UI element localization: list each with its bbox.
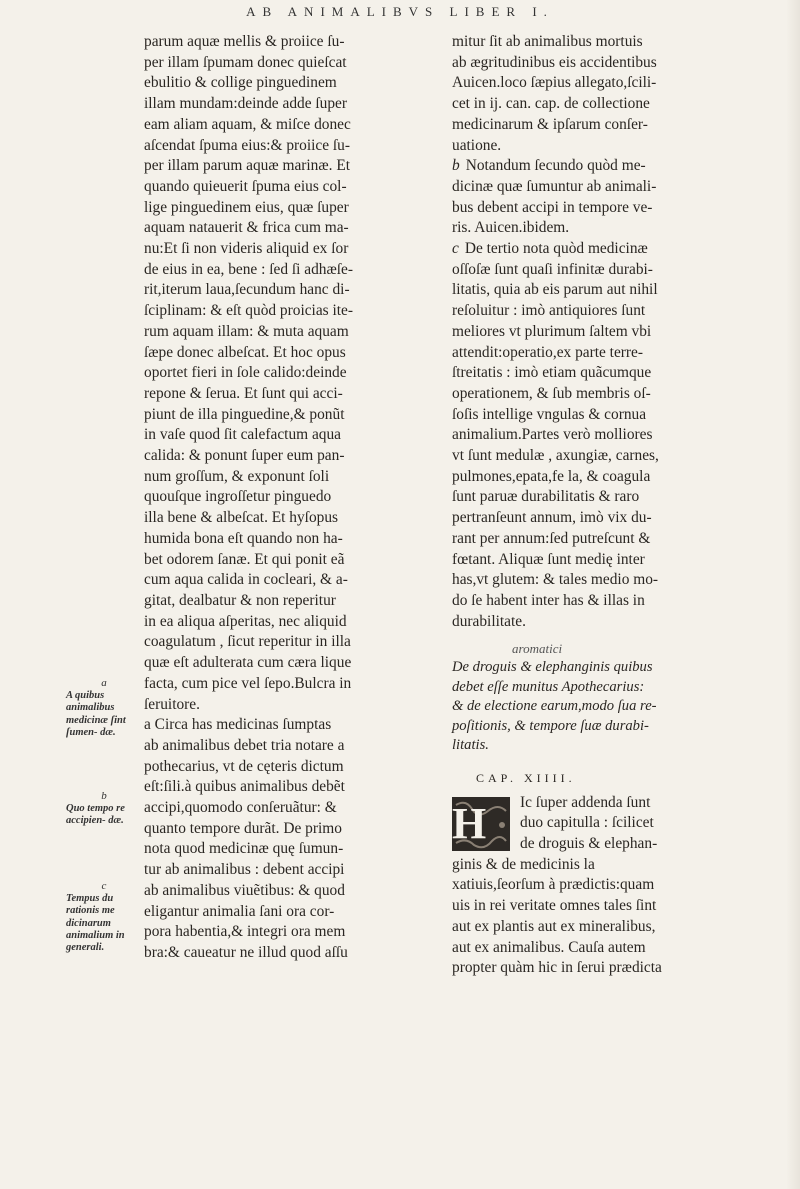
text-line: in vaſe quod ſit calefactum aqua <box>144 426 342 444</box>
text-line: reſoluitur : imò antiquiores ſunt <box>452 302 646 320</box>
text-line: medicinarum & ipſarum conſer- <box>452 115 648 133</box>
text-line: uis in rei veritate omnes tales ſint <box>452 897 657 915</box>
heading-line: De droguis & elephanginis quibus <box>452 659 653 676</box>
text-line: litatis, quia ab eis parum aut nihil <box>452 281 658 299</box>
note-letter: b <box>452 157 460 175</box>
text-line: operationem, & ſub membris oſ- <box>452 384 651 402</box>
text-line: oportet fieri in ſole calido:deinde <box>144 364 347 382</box>
marginal-note-letter: a <box>101 677 107 689</box>
text-line: uatione. <box>452 136 502 154</box>
heading-line: litatis. <box>452 737 489 754</box>
text-line: ſunt paruæ durabilitatis & raro <box>452 488 640 506</box>
note-line: Notandum ſecundo quòd me- <box>465 157 646 175</box>
marginal-note-text: Quo tempo re accipien- dæ. <box>66 803 125 827</box>
text-line: rit,iterum laua,ſecundum hanc di- <box>144 281 350 299</box>
text-line: ſæpe donec albeſcat. Et hoc opus <box>144 343 346 361</box>
text-line: aut ex animalibus. Cauſa autem <box>452 938 646 956</box>
text-line: ris. Auicen.ibidem. <box>452 219 570 237</box>
text-line: ab animalibus viuẽtibus: & quod <box>144 881 345 899</box>
text-line: rant per annum:ſed putreſcunt & <box>452 529 651 547</box>
note-letter: c <box>452 240 459 258</box>
handwritten-annotation: aromatici <box>512 641 563 657</box>
text-line: gitat, dealbatur & non reperitur <box>144 591 336 609</box>
text-line: aquam natauerit & frica cum ma- <box>144 219 349 237</box>
text-line: quouſque ingroſſetur pinguedo <box>144 488 332 506</box>
drop-cap-letter: H <box>452 798 487 848</box>
text-line: fœtant. Aliquæ ſunt medię inter <box>452 550 645 568</box>
text-line: illa bene & albeſcat. Et hyſopus <box>144 509 339 527</box>
text-line: num groſſum, & exponunt ſoli <box>144 467 330 485</box>
text-line: ebulitio & collige pinguedinem <box>144 74 337 92</box>
text-line: vt ſunt medulæ , axungiæ, carnes, <box>452 447 659 465</box>
text-line: de eius in ea, bene : ſed ſi adhæſe- <box>144 260 353 278</box>
marginal-note-a <box>66 677 142 739</box>
text-line: Ic ſuper addenda ſunt <box>520 793 651 811</box>
text-line: ſoſis intellige vngulas & cornua <box>452 405 647 423</box>
text-line: attendit:operatio,ex parte terre- <box>452 343 644 361</box>
note-b <box>452 156 744 239</box>
text-line: accipi,quomodo conſeruãtur: & <box>144 799 337 817</box>
text-line: quando quieuerit ſpuma eius col- <box>144 177 347 195</box>
text-line: eſt:ſili.à quibus animalibus debẽt <box>144 778 345 796</box>
running-head: AB ANIMALIBVS LIBER I. <box>246 4 554 19</box>
text-line: illam mundam:deinde adde ſuper <box>144 95 348 113</box>
marginal-note-c <box>66 880 142 954</box>
text-line: nu:Et ſi non videris aliquid ex ſor <box>144 240 349 258</box>
heading-line: & de electione earum,modo ſua re- <box>452 698 657 715</box>
text-line: duo capitulla : ſcilicet <box>520 814 654 832</box>
chapter-label: CAP. XIIII. <box>476 770 576 785</box>
chapter-text <box>452 793 744 979</box>
text-line: do ſe habent inter has & illas in <box>452 591 645 609</box>
text-line: xatiuis,ſeorſum à prædictis:quam <box>452 876 655 894</box>
text-line: pertranſeunt annum, imò vix du- <box>452 509 652 527</box>
text-line: piunt de illa pinguedine,& ponũt <box>144 405 345 423</box>
text-line: eam aliam aquam, & miſce donec <box>144 115 351 133</box>
marginal-note-letter: c <box>101 880 107 892</box>
text-line: coagulatum , ſicut reperitur in illa <box>144 633 351 651</box>
right-text-column <box>452 32 744 979</box>
text-line: ſciplinam: & eſt quòd proicias ite- <box>144 302 354 320</box>
text-line: bra:& caueatur ne illud quod aſſu <box>144 943 348 961</box>
text-line: ſeruitore. <box>144 695 200 713</box>
text-line: dicinæ quæ ſumuntur ab animali- <box>452 177 657 195</box>
text-line: cet in ij. can. cap. de collectione <box>452 95 650 113</box>
text-line: bus debent accipi in tempore ve- <box>452 198 653 216</box>
text-line: ſtreitatis : imò etiam quãcumque <box>452 364 652 382</box>
text-line <box>452 239 744 260</box>
text-line: lige pinguedinem eius, quæ ſuper <box>144 198 349 216</box>
text-line: pothecarius, vt de cęteris dictum <box>144 757 344 775</box>
text-line: ab animalibus debet tria notare a <box>144 736 345 754</box>
note-c <box>452 239 744 632</box>
text-line: facta, cum pice vel ſepo.Bulcra in <box>144 674 352 692</box>
text-line: pora habentia,& integri ora mem <box>144 923 346 941</box>
text-line: aſcendat ſpuma eius:& proiice ſu- <box>144 136 350 154</box>
marginal-note-letter: b <box>101 790 107 802</box>
text-line: mitur ſit ab animalibus mortuis <box>452 33 643 50</box>
heading-line: poſitionis, & tempore ſuæ durabi- <box>452 717 649 734</box>
text-line <box>452 156 744 177</box>
marginal-note-b <box>66 790 142 828</box>
ornamental-drop-cap <box>452 797 510 851</box>
heading-line: debet eſſe munitus Apothecarius: <box>452 678 645 695</box>
text-line: meliores vt plurimum ſaltem vbi <box>452 322 652 340</box>
section-heading <box>452 658 744 756</box>
text-line: calida: & ponunt ſuper eum pan- <box>144 447 345 465</box>
marginal-note-text: Tempus du rationis me dicinarum animalium in generali. <box>66 893 125 954</box>
text-line: bet odorem ſanæ. Et qui ponit eã <box>144 550 345 568</box>
text-line: propter quàm hic in ſerui prædicta <box>452 959 662 977</box>
text-line: de droguis & elephan- <box>520 835 658 852</box>
text-line: per illam parum aquæ marinæ. Et <box>144 157 351 175</box>
text-line: ab ægritudinibus eis accidentibus <box>452 53 657 71</box>
text-line: tur ab animalibus : debent accipi <box>144 861 345 879</box>
text-line: humida bona eſt quando non ha- <box>144 529 343 547</box>
text-line: repone & ſerua. Et ſunt qui acci- <box>144 384 343 402</box>
text-line: cum aqua calida in cocleari, & a- <box>144 571 348 589</box>
text-line: parum aquæ mellis & proiice ſu- <box>144 33 345 50</box>
text-line: has,vt glutem: & tales medio mo- <box>452 571 659 589</box>
text-line: aut ex plantis aut ex mineralibus, <box>452 917 656 935</box>
text-line: oſſoſæ ſunt quaſi infinitæ durabi- <box>452 260 653 278</box>
text-line: durabilitate. <box>452 612 526 630</box>
text-line: rum aquam illam: & muta aquam <box>144 322 349 340</box>
text-line: nota quod medicinæ quę ſumun- <box>144 840 344 858</box>
text-line: pulmones,epata,fe la, & coagula <box>452 467 651 485</box>
note-line: De tertio nota quòd medicinæ <box>464 240 648 258</box>
text-line: ginis & de medicinis la <box>452 855 595 873</box>
text-line: eligantur animalia ſani ora cor- <box>144 902 335 920</box>
text-line: per illam ſpumam donec quieſcat <box>144 53 347 71</box>
text-line: a Circa has medicinas ſumptas <box>144 716 332 734</box>
text-line: Auicen.loco ſæpius allegato,ſcili- <box>452 74 657 92</box>
page-edge-shadow <box>786 0 800 1189</box>
text-line: quæ eſt adulterata cum cæra lique <box>144 654 352 672</box>
text-line: quanto tempore durãt. De primo <box>144 819 342 837</box>
text-line: animalium.Partes verò molliores <box>452 426 653 444</box>
left-text-column <box>144 32 434 964</box>
text-line: in ea aliqua aſperitas, nec aliquid <box>144 612 347 630</box>
marginal-note-text: A quibus animalibus medicinæ ſint ſumen- dæ. <box>66 690 126 738</box>
